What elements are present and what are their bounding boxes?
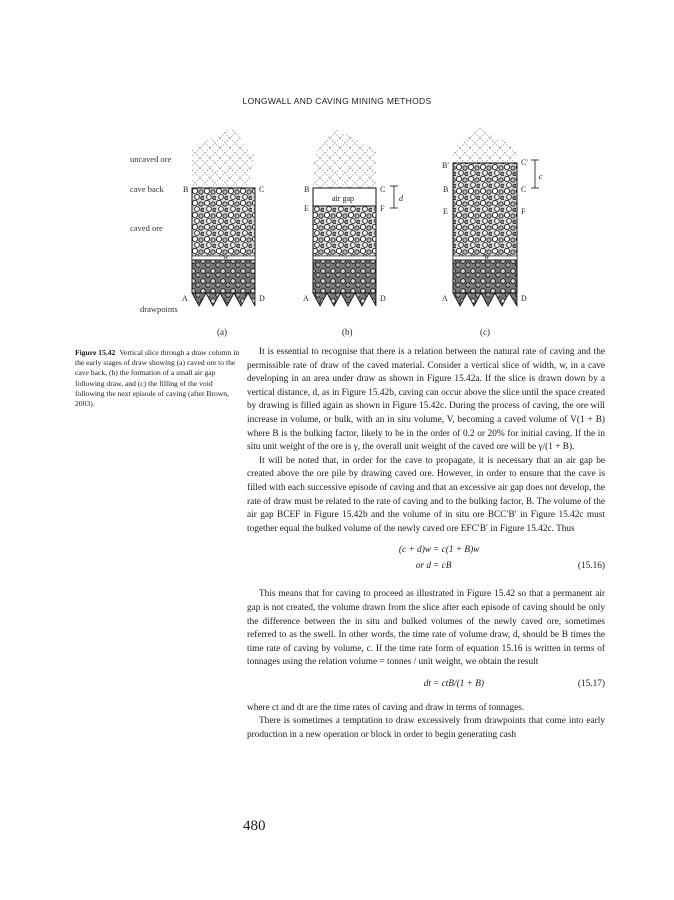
point-F-c: F: [521, 207, 526, 216]
caption-text: Vertical slice through a draw column in the early stages of draw showing (a) caved ore to the cave back, (b) the formation of a small air gap following draw, and (c) the filling of the void following the next episode of caving (after Brown, 2003).: [75, 348, 240, 409]
sublabel-a: (a): [217, 327, 227, 337]
label-uncaved-ore: uncaved ore: [130, 154, 172, 164]
paragraph-2: It will be noted that, in order for the cave to propagate, it is necessary that an air gap be created above the ore pile by drawing caved ore. However, in order to ensure that the cave is filled with each successive episode of caving and that an excessive air gap does not develop, the rate of draw must be related to the rate of caving and to the bulking factor, B. The volume of the air gap BCEF in Figure 15.42b and the volume of in situ ore BCC′B′ in Figure 15.42c must together equal the bulked volume of the newly caved ore EFC′B′ in Figure 15.42c. Thus: [247, 455, 605, 534]
point-Cp-c: C′: [521, 158, 529, 167]
panel-c: [442, 128, 543, 337]
equation-2-number: (15.16): [577, 561, 605, 572]
label-caved-ore: caved ore: [130, 223, 163, 233]
equation-2-rhs: = cB: [433, 561, 452, 572]
point-E-b: E: [304, 204, 309, 213]
point-B-b: B: [304, 185, 310, 194]
point-A-c: A: [442, 294, 448, 303]
point-C-c: C: [521, 185, 527, 194]
point-F-b: F: [380, 204, 385, 213]
figure-caption: [75, 348, 240, 409]
point-E-c: E: [443, 207, 448, 216]
paragraph-4: where ct and dt are the time rates of caving and draw in terms of tonnages.: [247, 702, 525, 713]
paragraph-5: There is sometimes a temptation to draw excessively from drawpoints that come into early production in a new operation or block in order to begin generating cash: [247, 716, 605, 741]
equation-1: [247, 544, 605, 560]
label-c: c: [539, 172, 543, 181]
body-text: [247, 346, 605, 743]
point-D-c: D: [521, 294, 527, 303]
equation-3: [247, 678, 605, 694]
label-d: d: [399, 194, 403, 203]
paragraph-3: This means that for caving to proceed as illustrated in Figure 15.42 so that a permanent air gap is not created, the volume drawn from the slice after each episode of caving should be only the difference between the in situ and bulked volumes of the newly caved ore, sometimes referred to as the swell. In other words, the time rate of volume draw, d, should be B times the time rate of caving by volume, c. If the time rate form of equation 15.16 is written in terms of tonnages using the relation volume = tonnes / unit weight, we obtain the result: [247, 589, 605, 668]
label-cave-back: cave back: [130, 184, 164, 194]
page-number: 480: [243, 818, 266, 834]
label-drawpoints: drawpoints: [140, 304, 178, 314]
point-A-a: A: [182, 294, 188, 303]
point-B-a: B: [183, 185, 189, 194]
point-A-b: A: [303, 294, 309, 303]
point-Bp-c: B′: [442, 161, 450, 170]
point-D-b: D: [380, 294, 386, 303]
panel-a: [182, 128, 265, 337]
running-head: LONGWALL AND CAVING MINING METHODS: [242, 96, 432, 106]
equation-3-rhs: = ctB/(1 + B): [433, 678, 485, 689]
label-w-a: w: [223, 252, 229, 261]
equation-1-lhs: (c + d)w: [398, 545, 431, 556]
sublabel-b: (b): [342, 327, 353, 337]
panel-b: [303, 128, 404, 337]
paragraph-1: It is essential to recognise that there is a relation between the natural rate of caving and the permissible rate of draw of the caved material. Consider a vertical slice of width, w, in a cave developing in an area under draw as shown in Figure 15.42a. If the slice is drawn down by a vertical distance, d, as in Figure 15.42b, caving can occur above the slice until the space created by drawing is filled again as shown in Figure 15.42c. During the process of caving, the ore will increase in volume, or bulk, with an in situ volume, V, becoming a caved volume of V(1 + B) where B is the bulking factor, likely to be in the order of 0.2 or 20% for initial caving. If the in situ unit weight of the ore is γ, the overall unit weight of the caved ore will be γ/(1 + B).: [247, 347, 605, 453]
equation-3-number: (15.17): [577, 678, 605, 689]
equation-3-lhs: dt: [423, 678, 431, 689]
caption-label: Figure 15.42: [75, 348, 116, 357]
point-B-c: B: [443, 185, 449, 194]
label-air-gap: air gap: [332, 194, 354, 203]
sublabel-c: (c): [480, 327, 490, 337]
equation-2-lhs: or d: [415, 561, 431, 572]
point-C-a: C: [259, 185, 265, 194]
point-D-a: D: [259, 294, 265, 303]
point-C-b: C: [380, 185, 386, 194]
equation-2: [247, 560, 605, 576]
equation-1-rhs: = c(1 + B)w: [433, 545, 480, 556]
figure-15-42: [120, 128, 543, 343]
label-w-c: w: [484, 252, 490, 261]
